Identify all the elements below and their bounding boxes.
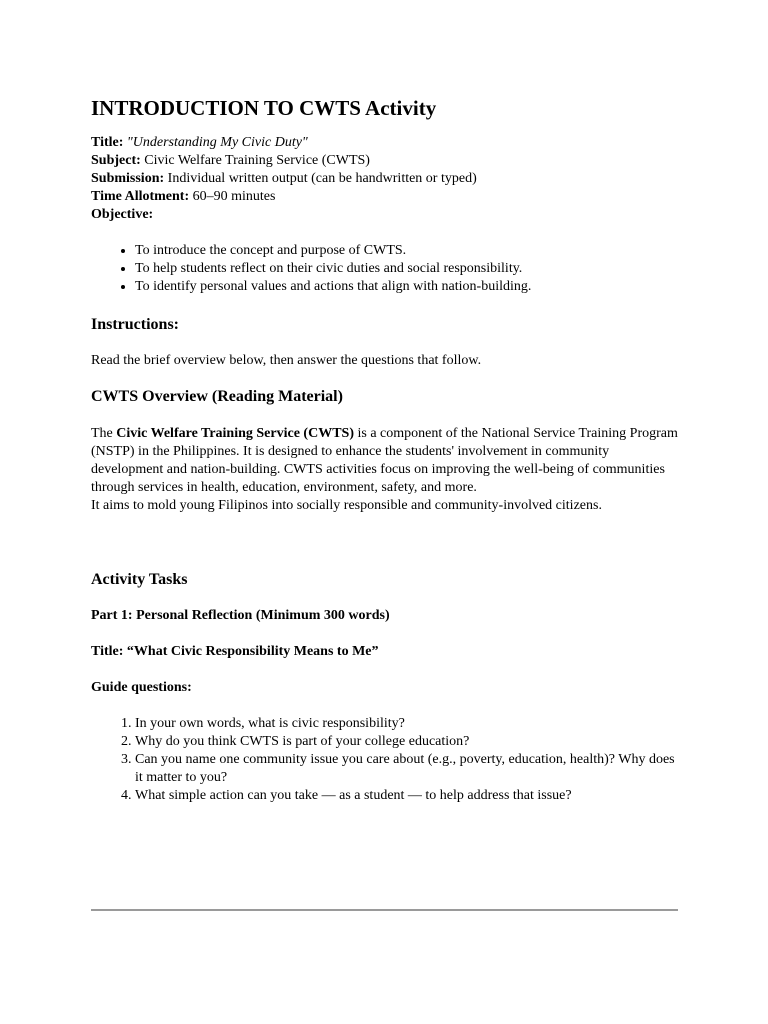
meta-submission-value: Individual written output (can be handwritten or typed) [167,171,477,186]
activity-tasks-heading: Activity Tasks [91,571,188,588]
objectives-list [91,242,681,296]
guide-questions-label: Guide questions: [91,680,192,695]
meta-subject-label: Subject: [91,153,141,168]
meta-time [91,188,681,206]
meta-subject [91,152,681,170]
meta-objective-label: Objective: [91,207,154,222]
meta-objective [91,206,681,224]
guide-questions-list [91,715,681,805]
overview-heading: CWTS Overview (Reading Material) [91,388,343,405]
question-item: 3. Can you name one community issue you care about (e.g., poverty, education, health)? Why does it matter to you? [135,751,681,787]
objective-item: • To help students reflect on their civic duties and social responsibility. [135,260,681,278]
meta-subject-value: Civic Welfare Training Service (CWTS) [144,153,370,168]
objective-item: • To identify personal values and actions that align with nation-building. [135,278,681,296]
question-item: 2. Why do you think CWTS is part of your college education? [135,733,681,751]
part1-heading: Part 1: Personal Reflection (Minimum 300 words) [91,608,390,623]
document-content [91,94,681,805]
document-title: INTRODUCTION TO CWTS Activity [91,96,437,120]
reflection-title: Title: “What Civic Responsibility Means to Me” [91,644,379,659]
overview-bold-term: Civic Welfare Training Service (CWTS) [116,426,354,441]
instructions-heading: Instructions: [91,316,180,333]
horizontal-rule [91,909,678,911]
overview-body: is a component of the National Service Training Program (NSTP) in the Philippines. It is designed to enhance the students' involvement in community development and nation-building. CWTS activities focus on improving the well-being of communities through services in health, education, environment, safety, and more. [91,426,678,495]
meta-title-label: Title: [91,135,124,150]
question-item: 1. In your own words, what is civic responsibility? [135,715,681,733]
meta-time-value: 60–90 minutes [192,189,276,204]
overview-paragraph [91,425,681,497]
meta-title [91,134,681,152]
overview-prefix: The [91,426,117,441]
meta-time-label: Time Allotment: [91,189,190,204]
question-item: 4. What simple action can you take — as a student — to help address that issue? [135,787,681,805]
instructions-text: Read the brief overview below, then answer the questions that follow. [91,353,482,368]
overview-aim: It aims to mold young Filipinos into socially responsible and community-involved citizens. [91,498,602,513]
activity-meta [91,134,681,224]
meta-submission [91,170,681,188]
meta-submission-label: Submission: [91,171,165,186]
objective-item: • To introduce the concept and purpose of CWTS. [135,242,681,260]
meta-title-value: "Understanding My Civic Duty" [126,135,308,150]
